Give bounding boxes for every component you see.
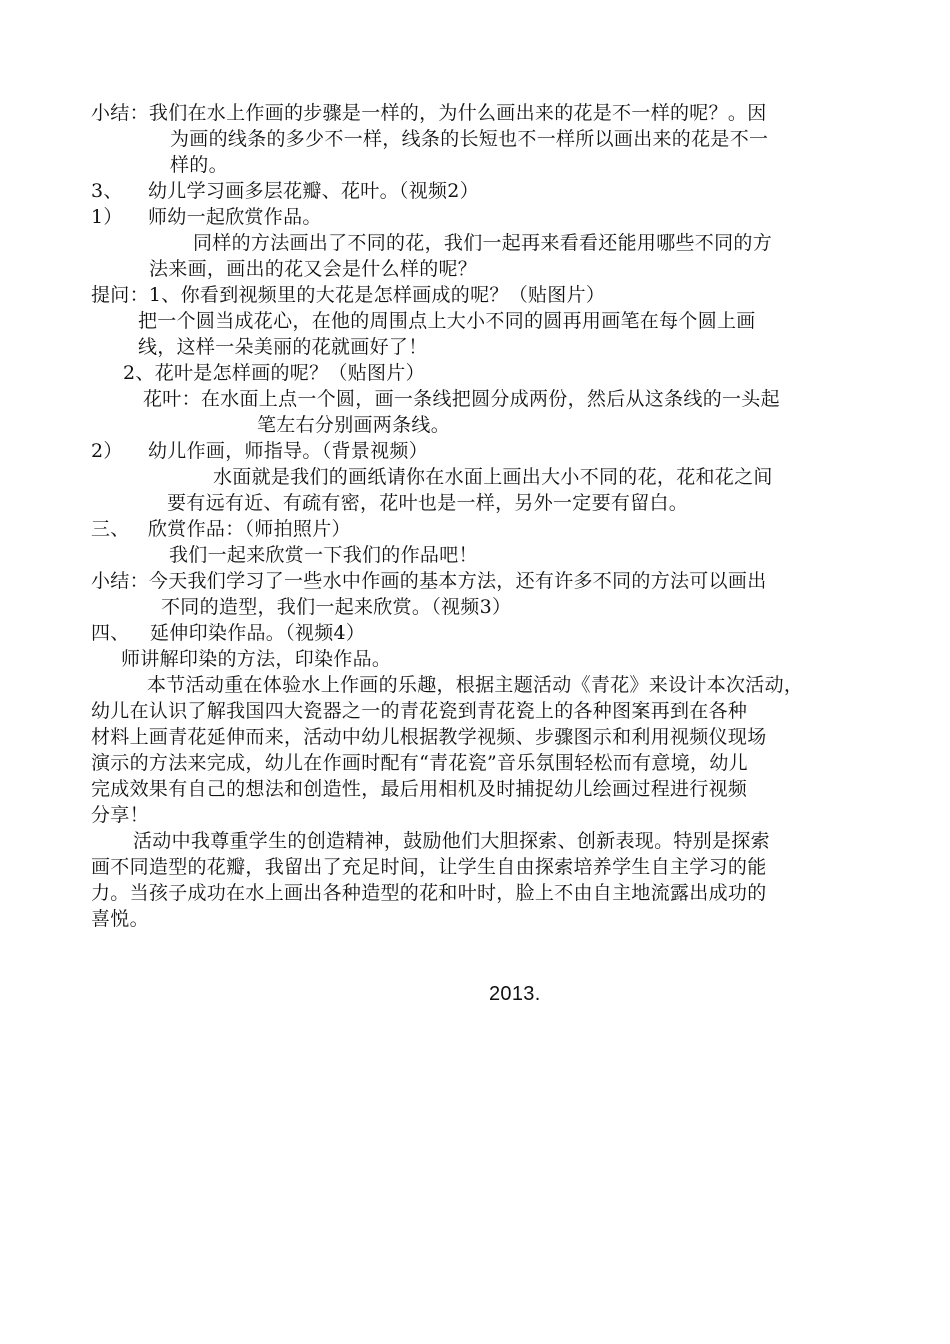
reflection2-line2: 画不同造型的花瓣，我留出了充足时间，让学生自由探索培养学生自主学习的能 [91,856,767,878]
step3-heading: 幼儿学习画多层花瓣、花叶。（视频2） [148,180,479,202]
part4-heading: 延伸印染作品。（视频4） [150,622,366,644]
summary1-line2: 为画的线条的多少不一样，线条的长短也不一样所以画出来的花是不一 [170,128,769,150]
sub1-paragraph-line2: 法来画，画出的花又会是什么样的呢？ [149,258,478,280]
reflection1-line6: 分享！ [91,804,149,826]
question1: 提问：1、你看到视频里的大花是怎样画成的呢？（贴图片） [91,284,606,306]
reflection1-line5: 完成效果有自己的想法和创造性，最后用相机及时捕捉幼儿绘画过程进行视频 [91,778,748,800]
sub2-paragraph-line1: 水面就是我们的画纸请你在水面上画出大小不同的花，花和花之间 [213,466,773,488]
sub2-number: 2） [91,440,123,462]
part3-number: 三、 [91,518,130,540]
reflection1-line2: 幼儿在认识了解我国四大瓷器之一的青花瓷到青花瓷上的各种图案再到在各种 [91,700,748,722]
sub1-paragraph-line1: 同样的方法画出了不同的花，我们一起再来看看还能用哪些不同的方 [193,232,773,254]
reflection2-line3: 力。当孩子成功在水上画出各种造型的花和叶时，脸上不由自主地流露出成功的 [91,882,767,904]
reflection2-line4: 喜悦。 [91,908,149,930]
part3-heading: 欣赏作品：（师拍照片） [148,518,351,540]
summary1-line1: 小结：我们在水上作画的步骤是一样的，为什么画出来的花是不一样的呢？。因 [91,102,767,124]
answer2-line1: 花叶：在水面上点一个圆，画一条线把圆分成两份，然后从这条线的一头起 [143,388,780,410]
sub1-heading: 师幼一起欣赏作品。 [148,206,322,228]
part3-paragraph: 我们一起来欣赏一下我们的作品吧！ [169,544,478,566]
summary2-line1: 小结：今天我们学习了一些水中作画的基本方法，还有许多不同的方法可以画出 [91,570,767,592]
step3-number: 3、 [91,180,123,202]
question2: 2、花叶是怎样画的呢？（贴图片） [123,362,425,384]
document-date: 2013. [489,983,541,1005]
summary1-line3: 样的。 [170,154,228,176]
reflection1-line3: 材料上画青花延伸而来，活动中幼儿根据教学视频、步骤图示和利用视频仪现场 [91,726,767,748]
reflection2-line1: 活动中我尊重学生的创造精神，鼓励他们大胆探索、创新表现。特别是探索 [133,830,770,852]
sub2-heading: 幼儿作画，师指导。（背景视频） [148,440,429,462]
summary2-line2: 不同的造型，我们一起来欣赏。（视频3） [161,596,512,618]
reflection1-line1: 本节活动重在体验水上作画的乐趣，根据主题活动《青花》来设计本次活动， [147,674,804,696]
reflection1-line4: 演示的方法来完成，幼儿在作画时配有“青花瓷”音乐氛围轻松而有意境，幼儿 [91,752,748,774]
part4-number: 四、 [91,622,130,644]
sub1-number: 1） [91,206,123,228]
answer1-line2: 线，这样一朵美丽的花就画好了！ [138,336,428,358]
sub2-paragraph-line2: 要有远有近、有疏有密，花叶也是一样，另外一定要有留白。 [167,492,689,514]
answer2-line2: 笔左右分别画两条线。 [257,414,451,436]
answer1-line1: 把一个圆当成花心，在他的周围点上大小不同的圆再用画笔在每个圆上画 [138,310,756,332]
part4-paragraph: 师讲解印染的方法，印染作品。 [121,648,392,670]
